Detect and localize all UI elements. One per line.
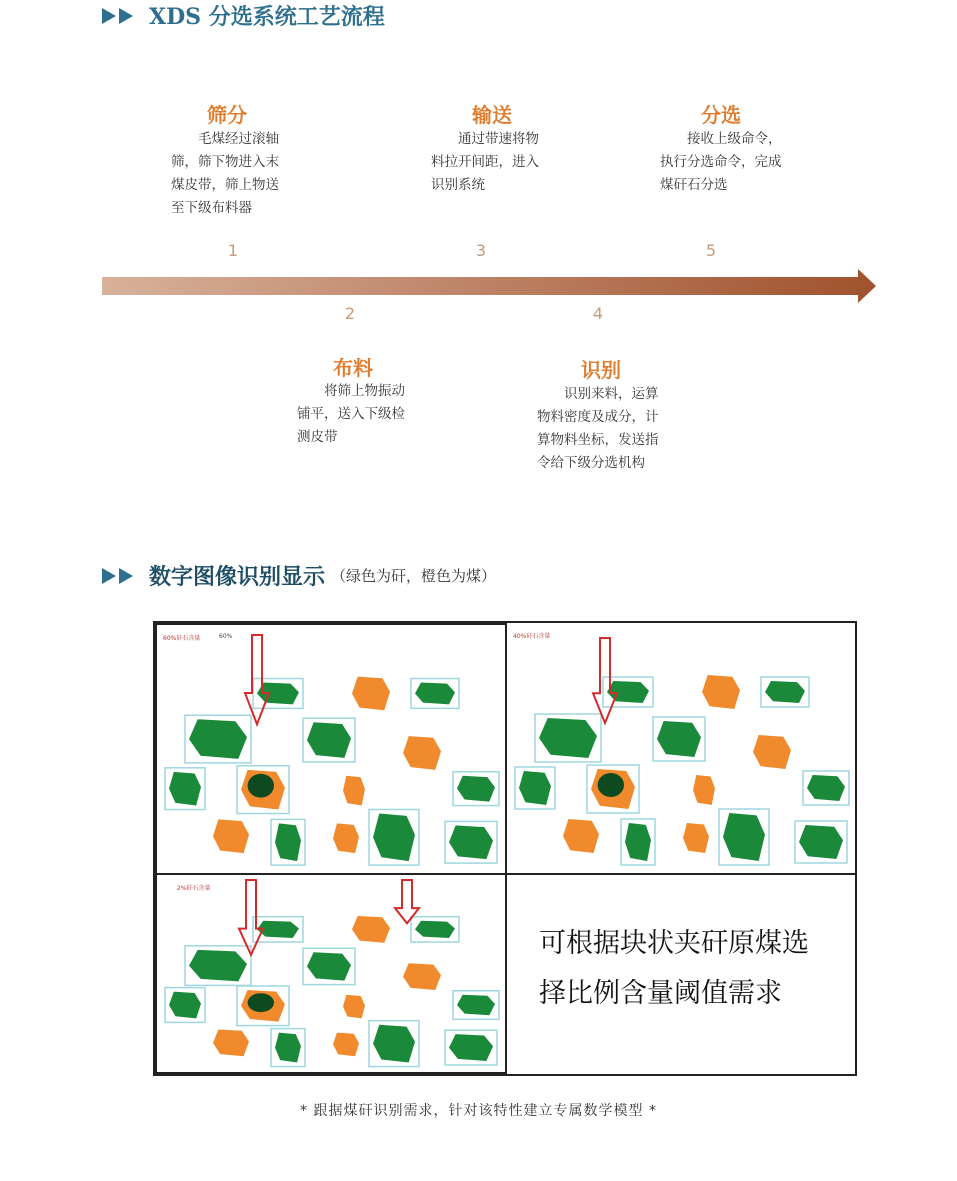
gangue-lump [765,681,805,703]
gangue-inclusion [598,773,624,797]
gangue-lump [449,1034,493,1061]
step-desc-1: 毛煤经过滚轴筛，筛下物进入末煤皮带，筛上物送至下级布料器 [171,131,279,216]
section-heading-process [102,0,385,31]
step-number-3: 3 [475,241,487,260]
gangue-lump [169,992,201,1019]
step-title-2: 布料 [333,356,373,380]
panel-label: 40%矸石含量 [513,633,551,640]
step-number-1: 1 [227,241,239,260]
step-title-4: 识别 [581,358,621,382]
stone-scene [157,625,505,873]
gangue-lump [519,771,551,805]
coal-lump [693,775,715,805]
section-heading-recognition [102,560,496,591]
step-number-4: 4 [592,304,604,323]
gangue-lump [373,1025,415,1063]
pointer-arrow-icon [245,635,269,724]
play-icon [102,568,116,584]
panel-label: 60%矸石含量 [163,635,201,642]
recognition-panel-1 [155,623,507,875]
coal-lump [683,823,709,853]
coal-lump [333,1033,359,1057]
coal-lump [403,963,441,990]
footnote: * 跟据煤矸识别需求，针对该特性建立专属数学模型 * [300,1103,657,1119]
recognition-panel-2 [507,623,855,873]
callout-panel [507,873,855,1074]
gangue-lump [307,722,351,758]
gangue-lump [415,683,455,705]
coal-lump [213,819,249,853]
section-subtitle: （绿色为矸，橙色为煤） [331,567,497,585]
pointer-arrow-icon [593,638,617,723]
step-desc-5: 接收上级命令，执行分选命令，完成煤矸石分选 [660,131,782,193]
step-title-5: 分选 [701,103,741,127]
play-icon [119,568,133,584]
panel-label-extra: 60% [219,633,233,640]
gangue-lump [275,1033,301,1063]
recognition-image-grid [153,621,857,1076]
gangue-lump [723,813,765,861]
panel-label: 2%矸石含量 [177,885,211,892]
recognition-panel-3 [155,873,507,1074]
coal-lump [333,823,359,853]
step-number-2: 2 [344,304,356,323]
coal-lump [343,995,365,1019]
gangue-lump [607,681,649,703]
gangue-lump [169,772,201,806]
process-arrow [100,266,880,306]
gangue-inclusion [248,993,274,1012]
coal-lump [702,675,740,709]
coal-lump [343,776,365,806]
callout-line-1: 可根据块状夹矸原煤选 [539,928,809,959]
gangue-lump [457,776,495,802]
gangue-lump [373,813,415,861]
gangue-lump [307,952,351,980]
gangue-lump [415,921,455,938]
gangue-lump [807,775,845,801]
gangue-lump [625,823,651,861]
step-desc-4: 识别来料，运算物料密度及成分，计算物料坐标，发送指令给下级分选机构 [537,386,659,471]
stone-scene [507,623,855,873]
section-title: 数字图像识别显示 [149,564,326,590]
coal-lump [213,1029,249,1056]
callout-line-2: 择比例含量阈值需求 [539,978,782,1009]
gangue-lump [457,995,495,1015]
coal-lump [563,819,599,853]
play-icon [119,8,133,24]
step-desc-2: 将筛上物振动铺平，送入下级检测皮带 [297,383,405,445]
gangue-lump [449,825,493,859]
gangue-lump [799,825,843,859]
coal-lump [403,736,441,770]
gangue-lump [539,718,597,758]
step-title-1: 筛分 [207,103,247,127]
coal-lump [352,916,390,943]
play-icon [102,8,116,24]
stone-scene [157,875,505,1072]
coal-lump [753,735,791,769]
gangue-inclusion [248,774,274,798]
step-number-5: 5 [705,241,717,260]
gangue-lump [275,823,301,861]
gangue-lump [189,950,247,982]
section-title: XDS 分选系统工艺流程 [149,4,385,30]
step-title-3: 输送 [472,103,512,127]
step-desc-3: 通过带速将物料拉开间距，进入识别系统 [431,131,539,193]
coal-lump [352,677,390,711]
gangue-lump [189,719,247,759]
gangue-lump [657,721,701,757]
